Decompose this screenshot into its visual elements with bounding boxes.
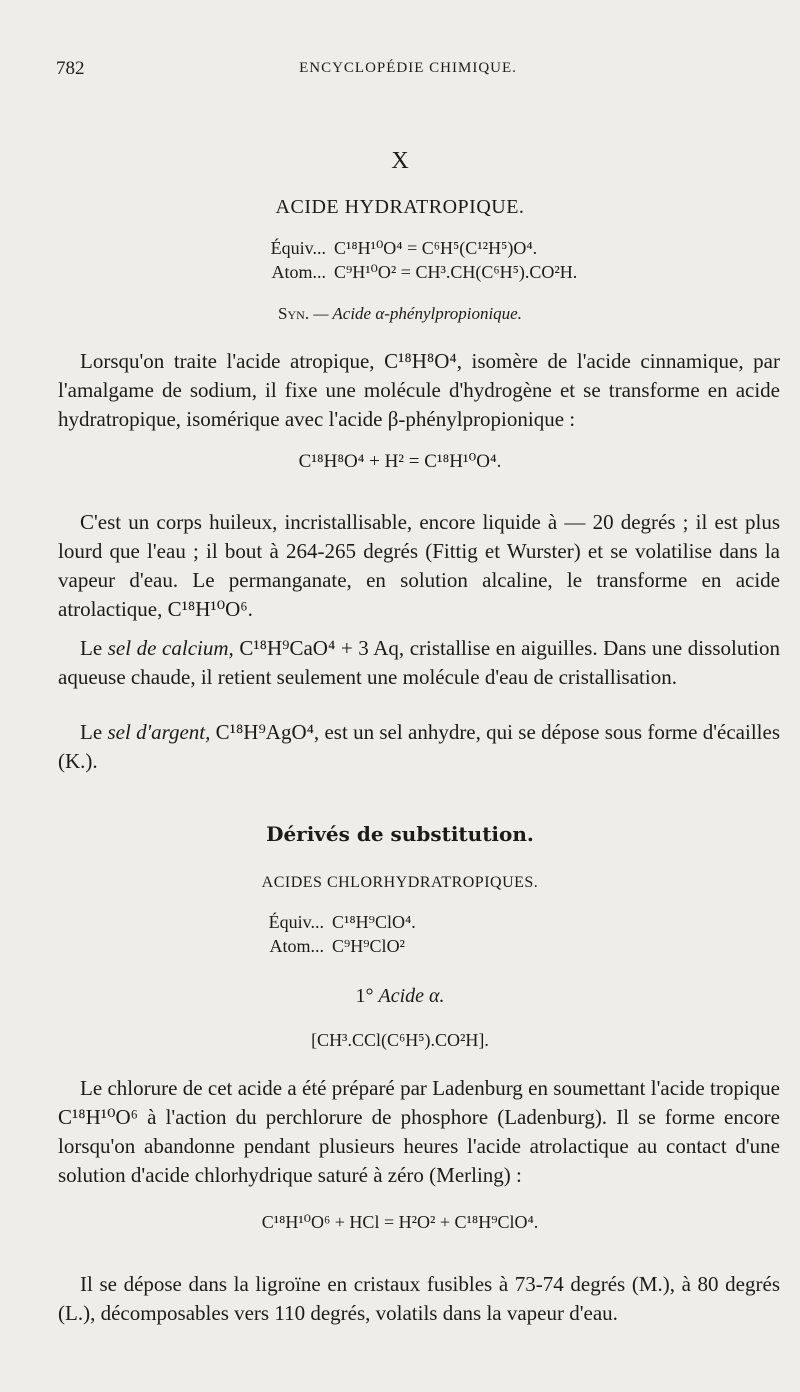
running-title: ENCYCLOPÉDIE CHIMIQUE. [299,60,517,76]
paragraph-5: Le chlorure de cet acide a été préparé par Ladenburg en soumettant l'acide tropique C¹⁸H¹⁰O⁶ à l'action du perchlorure de phosphore (Ladenburg). Il se forme encore lorsqu'on abandonne pendant plusieurs heures l'acide atrolactique au contact d'une solution d'acide chlorhydrique saturé à zéro (Merling) : [58,1076,780,1187]
paragraph-1: Lorsqu'on traite l'acide atropique, C¹⁸H⁸O⁴, isomère de l'acide cinnamique, par l'amalgame de sodium, il fixe une molécule d'hydrogène et se transforme en acide hydratropique, isomérique avec l'acide β-phénylpropionique : [58,349,780,431]
synonym-text: — Acide α-phénylpropionique. [313,304,522,323]
equiv-label-2: Équiv... [268,912,324,932]
formula-block-2 [0,910,800,958]
atom-formula-2: C⁹H⁹ClO² [332,936,405,956]
calcium-salt-term: sel de calcium, [107,636,234,660]
paragraph-3: Le sel de calcium, C¹⁸H⁹CaO⁴ + 3 Aq, cristallise en aiguilles. Dans une dissolution aqueuse chaude, il retient seulement une molécule d'eau de cristallisation. [58,636,780,689]
acid-alpha-title: 1° Acide α. [355,985,445,1007]
synonym-line [0,304,800,324]
equation-1: C¹⁸H⁸O⁴ + H² = C¹⁸H¹⁰O⁴. [298,451,502,472]
silver-salt-term: sel d'argent, [107,720,211,744]
paragraph-6: Il se dépose dans la ligroïne en cristaux fusibles à 73-74 degrés (M.), à 80 degrés (L.), décomposables vers 110 degrés, volatils dans la vapeur d'eau. [58,1272,780,1325]
formula-block-1 [0,236,800,284]
page-number: 782 [56,58,85,79]
synonym-label: Syn. [278,304,310,323]
equiv-formula: C¹⁸H¹⁰O⁴ = C⁶H⁵(C¹²H⁵)O⁴. [334,238,538,258]
equation-2: C¹⁸H¹⁰O⁶ + HCl = H²O² + C¹⁸H⁹ClO⁴. [261,1212,539,1232]
paragraph-2: C'est un corps huileux, incristallisable, encore liquide à — 20 degrés ; il est plus lourd que l'eau ; il bout à 264-265 degrés (Fittig et Wurster) et se volatilise dans la vapeur d'eau. Le permanganate, en solution alcaline, le transforme en acide atrolactique, C¹⁸H¹⁰O⁶. [58,510,780,621]
bracket-formula: [CH³.CCl(C⁶H⁵).CO²H]. [311,1030,489,1050]
atom-label-2: Atom... [269,936,324,956]
subsection-title: ACIDES CHLORHYDRATROPIQUES. [261,874,539,891]
atom-label: Atom... [271,262,326,282]
atom-formula: C⁹H¹⁰O² = CH³.CH(C⁶H⁵).CO²H. [334,262,578,282]
section-heading: Dérivés de substitution. [266,822,534,846]
section-numeral: X [391,148,409,174]
section-title: ACIDE HYDRATROPIQUE. [275,196,525,218]
equiv-formula-2: C¹⁸H⁹ClO⁴. [332,912,416,932]
paragraph-4: Le sel d'argent, C¹⁸H⁹AgO⁴, est un sel anhydre, qui se dépose sous forme d'écailles (K.). [58,720,780,773]
equiv-label: Équiv... [270,238,326,258]
page-header [56,58,760,82]
